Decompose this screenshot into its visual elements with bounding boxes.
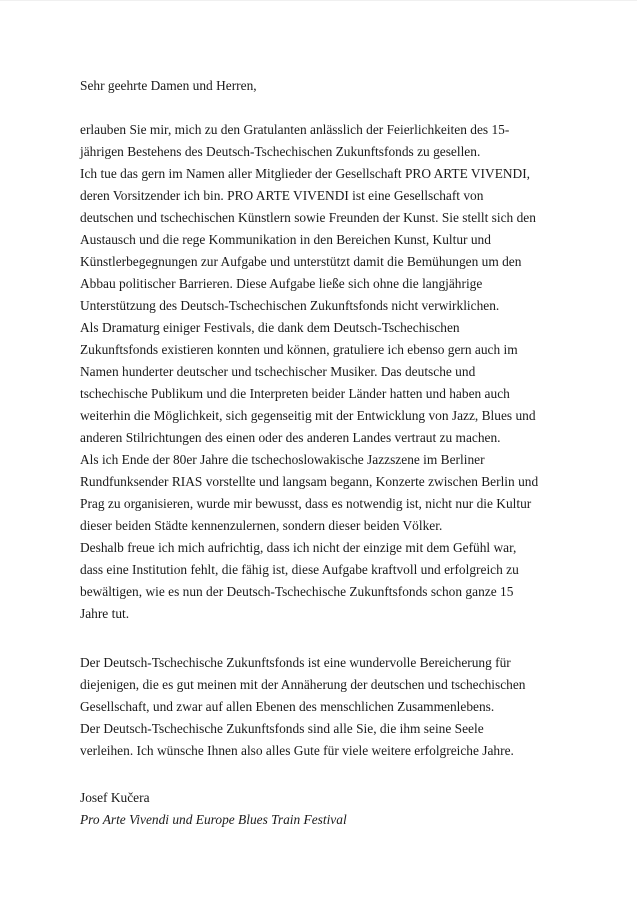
paragraph-line: Namen hunderter deutscher und tschechischer Musiker. Das deutsche und xyxy=(80,364,476,379)
paragraph-line: Gesellschaft, und zwar auf allen Ebenen des menschlichen Zusammenlebens. xyxy=(80,699,495,714)
paragraph-line: deutschen und tschechischen Künstlern sowie Freunden der Kunst. Sie stellt sich den xyxy=(80,210,536,225)
greeting: Sehr geehrte Damen und Herren, xyxy=(80,78,257,93)
paragraph-line: dass eine Institution fehlt, die fähig ist, diese Aufgabe kraftvoll und erfolgreich zu xyxy=(80,562,519,577)
paragraph-line: Künstlerbegegnungen zur Aufgabe und unterstützt damit die Bemühungen um den xyxy=(80,254,522,269)
signature-name: Josef Kučera xyxy=(80,790,150,805)
paragraph-line: Ich tue das gern im Namen aller Mitglieder der Gesellschaft PRO ARTE VIVENDI, xyxy=(80,166,531,181)
paragraph-line: Als Dramaturg einiger Festivals, die dank dem Deutsch-Tschechischen xyxy=(80,320,460,335)
paragraph-line: diejenigen, die es gut meinen mit der Annäherung der deutschen und tschechischen xyxy=(80,677,526,692)
paragraph-line: Deshalb freue ich mich aufrichtig, dass ich nicht der einzige mit dem Gefühl war, xyxy=(80,540,517,555)
paragraph-line: Abbau politischer Barrieren. Diese Aufgabe ließe sich ohne die langjährige xyxy=(80,276,483,291)
paragraph-line: Der Deutsch-Tschechische Zukunftsfonds ist eine wundervolle Bereicherung für xyxy=(80,655,511,670)
paragraph-line: Unterstützung des Deutsch-Tschechischen Zukunftsfonds nicht verwirklichen. xyxy=(80,298,500,313)
paragraph-line: Zukunftsfonds existieren konnten und können, gratuliere ich ebenso gern auch im xyxy=(80,342,518,357)
paragraph-line: Als ich Ende der 80er Jahre die tschechoslowakische Jazzszene im Berliner xyxy=(80,452,485,467)
paragraph-line: bewältigen, wie es nun der Deutsch-Tschechische Zukunftsfonds schon ganze 15 xyxy=(80,584,514,599)
paragraph-line: anderen Stilrichtungen des einen oder des anderen Landes vertraut zu machen. xyxy=(80,430,501,445)
paragraph-line: tschechische Publikum und die Interpreten beider Länder hatten und haben auch xyxy=(80,386,510,401)
paragraph-line: deren Vorsitzender ich bin. PRO ARTE VIVENDI ist eine Gesellschaft von xyxy=(80,188,484,203)
paragraph-line: Austausch und die rege Kommunikation in den Bereichen Kunst, Kultur und xyxy=(80,232,491,247)
paragraph-line: erlauben Sie mir, mich zu den Gratulanten anlässlich der Feierlichkeiten des 15- xyxy=(80,122,510,137)
paragraph-line: Jahre tut. xyxy=(80,606,130,621)
paragraph-line: Prag zu organisieren, wurde mir bewusst, dass es notwendig ist, nicht nur die Kultur xyxy=(80,496,532,511)
paragraph-line: Rundfunksender RIAS vorstellte und langsam begann, Konzerte zwischen Berlin und xyxy=(80,474,539,489)
paragraph-line: dieser beiden Städte kennenzulernen, sondern dieser beiden Völker. xyxy=(80,518,443,533)
paragraph-line: verleihen. Ich wünsche Ihnen also alles Gute für viele weitere erfolgreiche Jahre. xyxy=(80,743,514,758)
paragraph-line: weiterhin die Möglichkeit, sich gegenseitig mit der Entwicklung von Jazz, Blues und xyxy=(80,408,536,423)
paragraph-line: Der Deutsch-Tschechische Zukunftsfonds sind alle Sie, die ihm seine Seele xyxy=(80,721,484,736)
paragraph-line: jährigen Bestehens des Deutsch-Tschechischen Zukunftsfonds zu gesellen. xyxy=(80,144,481,159)
signature-organization: Pro Arte Vivendi und Europe Blues Train Festival xyxy=(80,812,347,827)
